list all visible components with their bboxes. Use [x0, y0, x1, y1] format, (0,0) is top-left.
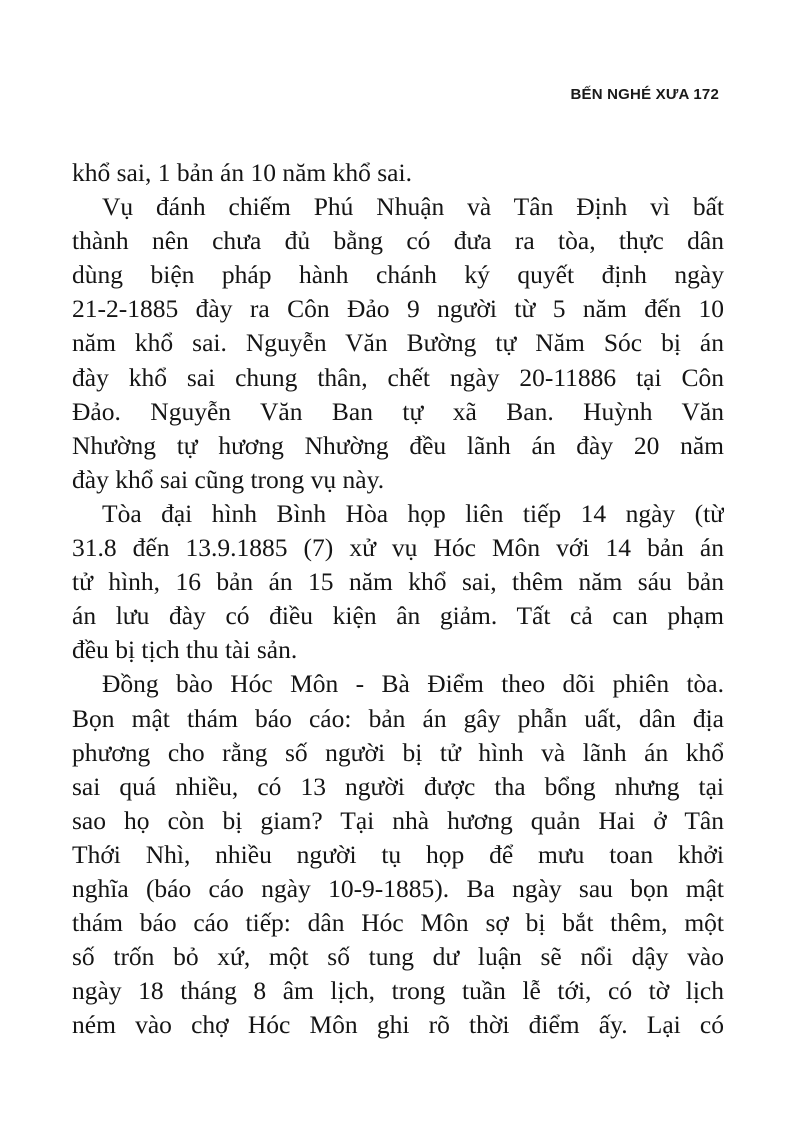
text-line: Tòa đại hình Bình Hòa họp liên tiếp 14 ngày (từ	[102, 498, 724, 528]
text-line: tử hình, 16 bản án 15 năm khổ sai, thêm năm sáu bản	[72, 567, 724, 597]
body-text	[72, 156, 724, 1042]
text-line: đều bị tịch thu tài sản.	[72, 635, 298, 665]
text-line: thành nên chưa đủ bằng có đưa ra tòa, thực dân	[72, 226, 724, 256]
text-line: Thới Nhì, nhiều người tụ họp để mưu toan khởi	[72, 839, 724, 869]
text-line: số trốn bỏ xứ, một số tung dư luận sẽ nổi dậy vào	[72, 942, 724, 972]
text-line: 21-2-1885 đày ra Côn Đảo 9 người từ 5 năm đến 10	[72, 294, 724, 324]
text-line: 31.8 đến 13.9.1885 (7) xử vụ Hóc Môn với 14 bản án	[72, 533, 724, 563]
text-line: khổ sai, 1 bản án 10 năm khổ sai.	[72, 158, 412, 187]
text-line: Đảo. Nguyễn Văn Ban tự xã Ban. Huỳnh Văn	[72, 396, 724, 426]
text-line: Nhường tự hương Nhường đều lãnh án đày 20 năm	[72, 430, 724, 460]
text-line: phương cho rằng số người bị tử hình và lãnh án khổ	[72, 737, 724, 767]
text-line: thám báo cáo tiếp: dân Hóc Môn sợ bị bắt thêm, một	[72, 908, 724, 938]
text-line: Vụ đánh chiếm Phú Nhuận và Tân Định vì bất	[102, 192, 724, 222]
text-line: án lưu đày có điều kiện ân giảm. Tất cả can phạm	[72, 601, 724, 631]
text-line: sao họ còn bị giam? Tại nhà hương quản Hai ở Tân	[72, 805, 724, 835]
text-line: ngày 18 tháng 8 âm lịch, trong tuần lễ tới, có tờ lịch	[72, 976, 724, 1006]
text-line: nghĩa (báo cáo ngày 10-9-1885). Ba ngày sau bọn mật	[72, 873, 724, 903]
text-line: Bọn mật thám báo cáo: bản án gây phẫn uất, dân địa	[72, 703, 724, 733]
text-line: sai quá nhiều, có 13 người được tha bổng nhưng tại	[72, 771, 724, 801]
text-line: đày khổ sai cũng trong vụ này.	[72, 464, 385, 494]
running-header	[571, 86, 719, 103]
running-title: BẾN NGHÉ XƯA	[570, 86, 689, 103]
text-line: ném vào chợ Hóc Môn ghi rõ thời điểm ấy. Lại có	[72, 1010, 724, 1040]
text-line: Đồng bào Hóc Môn - Bà Điểm theo dõi phiên tòa.	[102, 669, 724, 699]
page-number: 172	[693, 86, 719, 103]
text-line: năm khổ sai. Nguyễn Văn Bường tự Năm Sóc bị án	[72, 328, 724, 358]
text-line: đày khổ sai chung thân, chết ngày 20-11886 tại Côn	[72, 362, 724, 392]
text-line: dùng biện pháp hành chánh ký quyết định ngày	[72, 260, 724, 290]
